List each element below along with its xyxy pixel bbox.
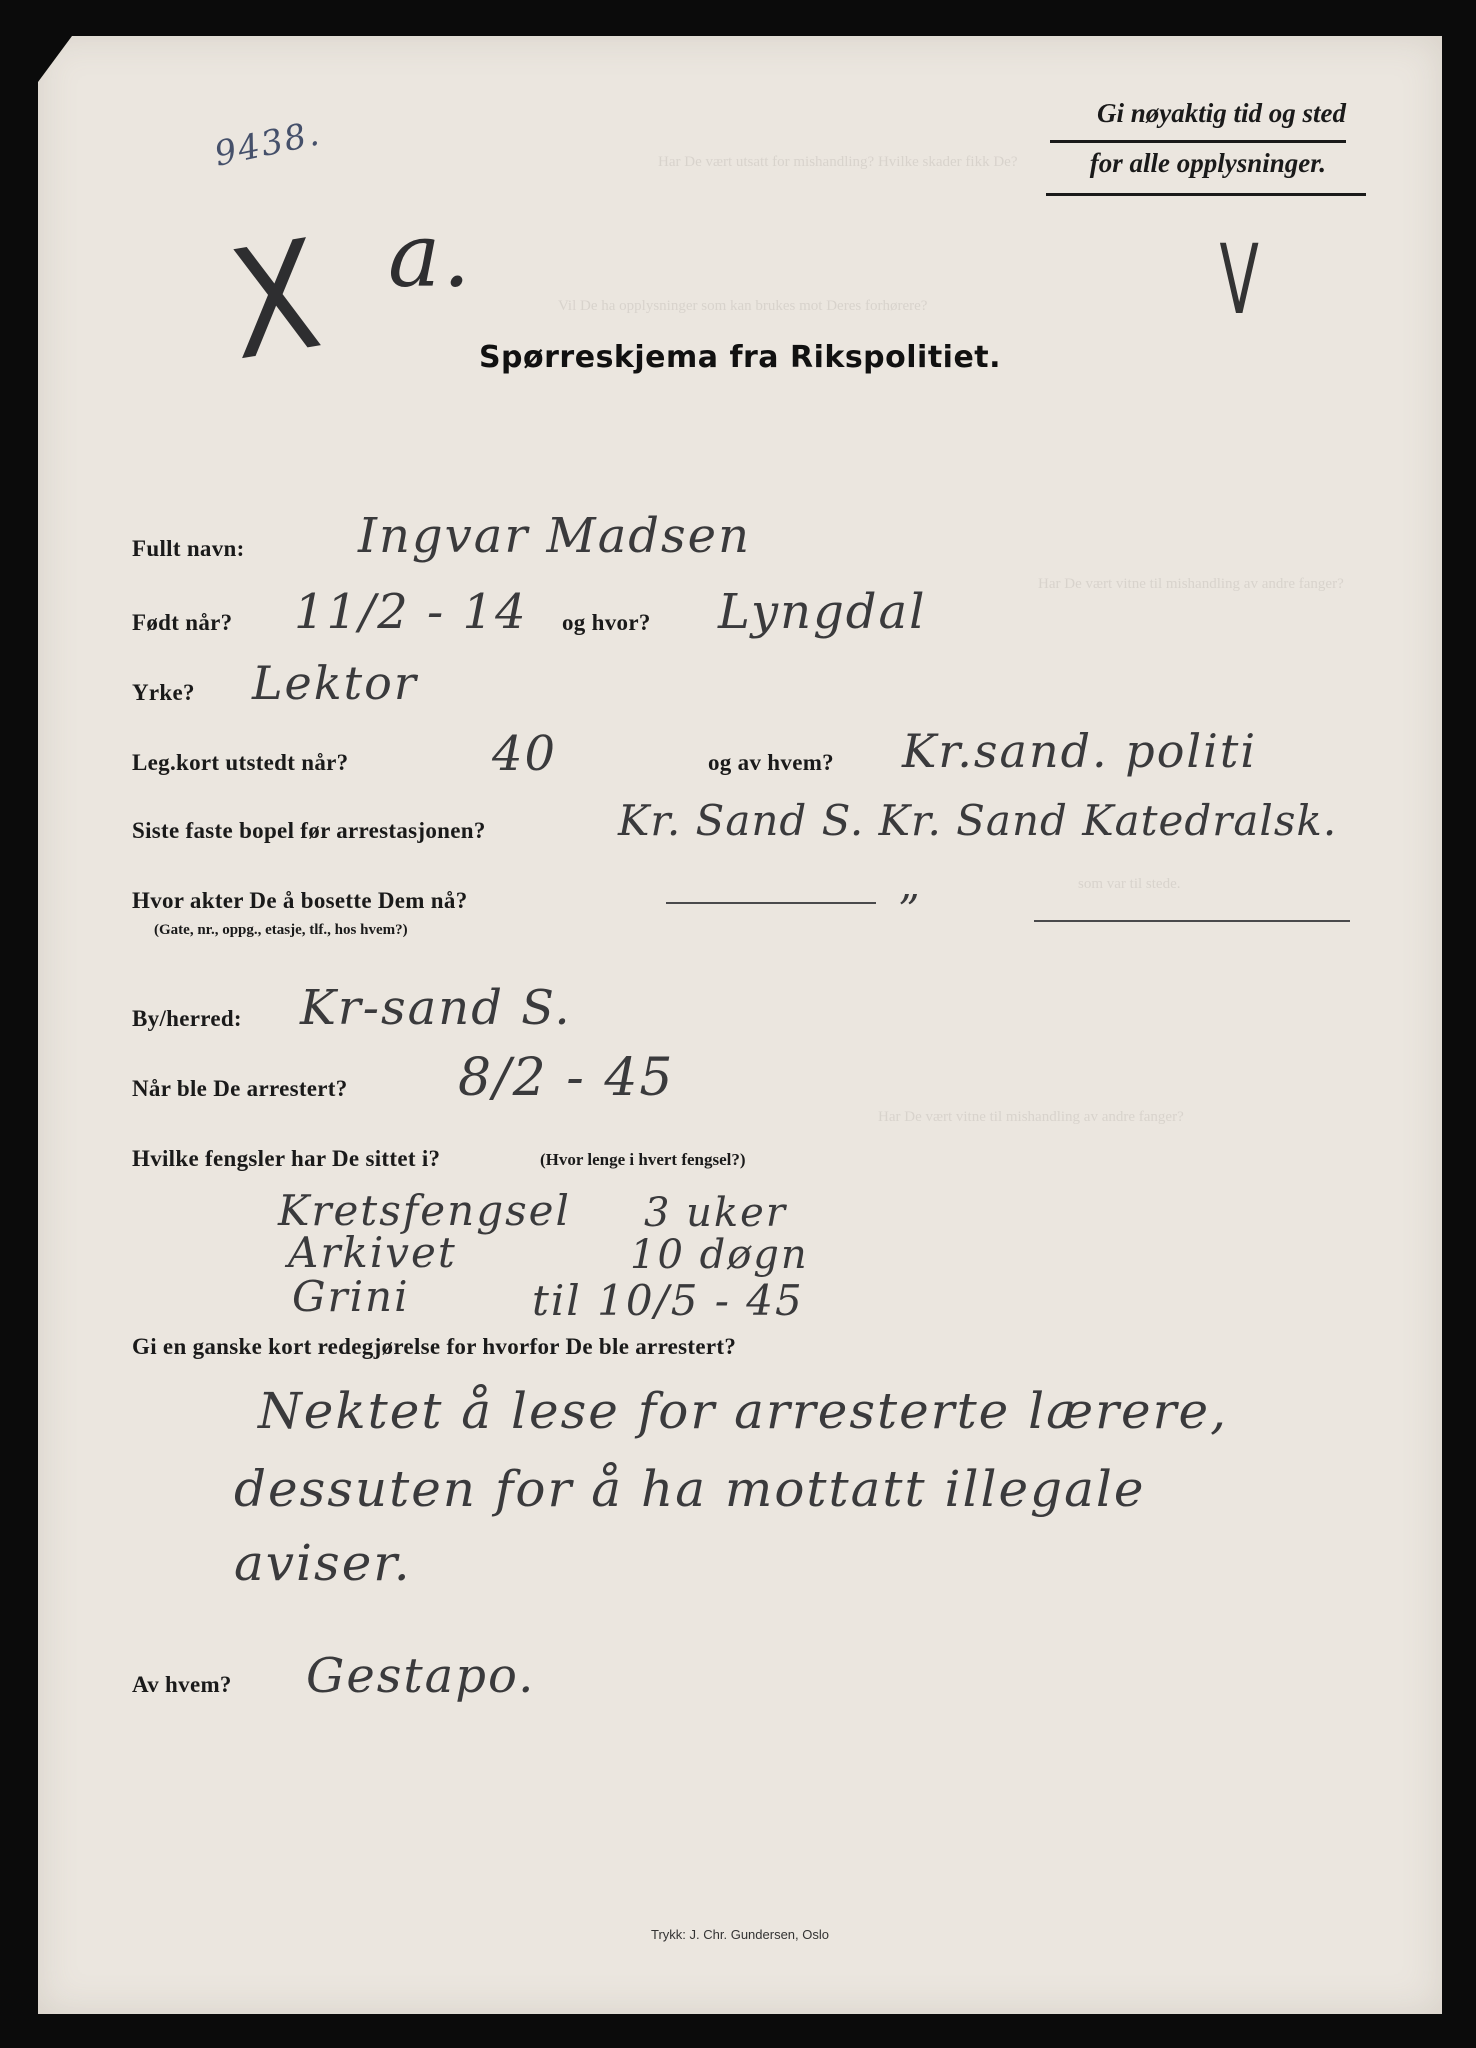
underline — [1046, 193, 1366, 196]
form-sheet — [38, 36, 1442, 2014]
settle-value: ” — [898, 886, 922, 935]
occupation-value: Lektor — [252, 656, 418, 710]
dash-line — [1034, 920, 1350, 922]
prison-place: Grini — [292, 1272, 410, 1321]
by-whom-value: Gestapo. — [306, 1648, 536, 1704]
id-card-label: Leg.kort utstedt når? — [132, 750, 349, 775]
dash-line — [666, 902, 876, 904]
reason-label: Gi en ganske kort redegjørelse for hvorfor De ble arrestert? — [132, 1334, 737, 1359]
bleed-through: Har De vært vitne til mishandling av andre fanger? — [1038, 576, 1344, 592]
underline — [1050, 140, 1346, 143]
last-address-value: Kr. Sand S. Kr. Sand Katedralsk. — [618, 796, 1338, 845]
settle-sublabel: (Gate, nr., oppg., etasje, tlf., hos hvem?) — [154, 922, 408, 938]
id-card-value: 40 — [492, 726, 558, 782]
reason-line: dessuten for å ha mottatt illegale — [234, 1460, 1146, 1518]
name-label: Fullt navn: — [132, 536, 245, 561]
prison-duration: 10 døgn — [630, 1232, 809, 1278]
id-card-by-value: Kr.sand. politi — [902, 724, 1258, 778]
born-label: Født når? — [132, 610, 233, 635]
instruction-line: for alle opplysninger. — [1089, 148, 1326, 178]
x-mark: X — [221, 207, 331, 395]
town-label: By/herred: — [132, 1006, 242, 1031]
town-value: Kr-sand S. — [300, 980, 572, 1036]
born-where-value: Lyngdal — [718, 584, 927, 640]
bleed-through: Har De vært utsatt for mishandling? Hvilke skader fikk De? — [658, 154, 1018, 170]
born-value: 11/2 - 14 — [294, 584, 528, 640]
prison-duration: 3 uker — [644, 1190, 787, 1236]
page-title: Spørreskjema fra Rikspolitiet. — [478, 340, 1002, 375]
instruction-line: Gi nøyaktig tid og sted — [1097, 98, 1346, 128]
bleed-through: som var til stede. — [1078, 876, 1181, 892]
by-whom-label: Av hvem? — [132, 1672, 232, 1697]
bleed-through: Har De vært vitne til mishandling av andre fanger? — [878, 1109, 1184, 1125]
prisons-label: Hvilke fengsler har De sittet i? — [132, 1146, 441, 1171]
born-where-label: og hvor? — [562, 610, 651, 635]
prison-place: Arkivet — [288, 1228, 457, 1277]
prisons-sublabel: (Hvor lenge i hvert fengsel?) — [540, 1150, 746, 1169]
arrested-value: 8/2 - 45 — [458, 1048, 675, 1108]
settle-label: Hvor akter De å bosette Dem nå? — [132, 888, 468, 913]
name-value: Ingvar Madsen — [358, 508, 751, 564]
occupation-label: Yrke? — [132, 680, 195, 705]
a-mark: a. — [388, 204, 473, 307]
last-address-label: Siste faste bopel før arrestasjonen? — [132, 818, 486, 843]
instruction-box — [1006, 96, 1346, 230]
arrested-label: Når ble De arrestert? — [132, 1076, 348, 1101]
prison-place: Kretsfengsel — [278, 1186, 571, 1235]
bleed-through: Vil De ha opplysninger som kan brukes mot Deres forhørere? — [558, 298, 928, 314]
torn-corner — [38, 36, 72, 82]
reason-line: Nektet å lese for arresterte lærere, — [258, 1382, 1229, 1440]
prison-duration: til 10/5 - 45 — [532, 1276, 804, 1325]
check-mark: V — [1219, 224, 1261, 336]
id-card-by-label: og av hvem? — [708, 750, 834, 775]
archive-number: 9438. — [211, 113, 325, 175]
reason-line: aviser. — [234, 1534, 412, 1592]
printer-credit: Trykk: J. Chr. Gundersen, Oslo — [651, 1927, 829, 1942]
